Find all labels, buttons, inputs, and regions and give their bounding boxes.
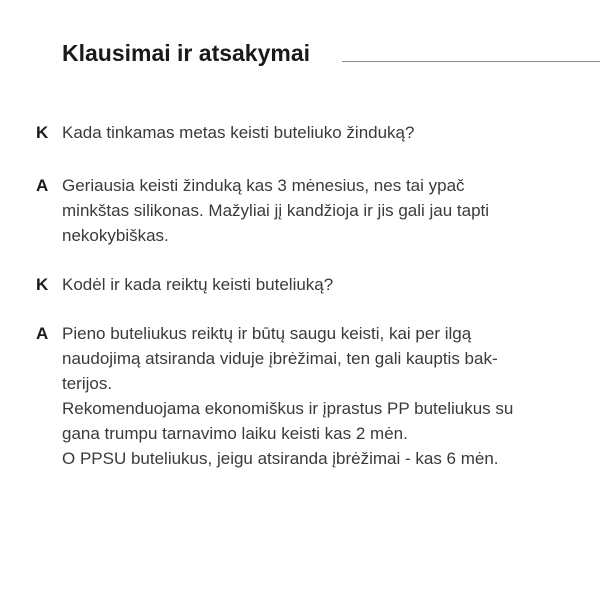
text-line: Geriausia keisti žinduką kas 3 mėnesius, nes tai ypač <box>62 176 465 195</box>
question-marker: K <box>36 275 49 294</box>
title-divider <box>342 61 600 62</box>
page-title: Klausimai ir atsakymai <box>62 40 311 66</box>
text-line: Kodėl ir kada reiktų keisti buteliuką? <box>62 275 334 294</box>
text-line: terijos. <box>62 374 113 393</box>
header <box>62 40 600 80</box>
text-line: Rekomenduojama ekonomiškus ir įprastus PP buteliukus su <box>62 399 514 418</box>
question-marker: K <box>36 123 49 142</box>
answer-text <box>62 321 532 471</box>
answer-marker: A <box>36 324 49 343</box>
question-text <box>62 272 532 297</box>
text-line: minkštas silikonas. Mažyliai jį kandžioja ir jis gali jau tapti <box>62 201 490 220</box>
question-text <box>62 120 532 145</box>
text-line: gana trumpu tarnavimo laiku keisti kas 2 mėn. <box>62 424 408 443</box>
text-line: naudojimą atsiranda viduje įbrėžimai, ten gali kauptis bak- <box>62 349 498 368</box>
answer-marker: A <box>36 176 49 195</box>
text-line: O PPSU buteliukus, jeigu atsiranda įbrėžimai - kas 6 mėn. <box>62 449 499 468</box>
text-line: Pieno buteliukus reiktų ir būtų saugu keisti, kai per ilgą <box>62 324 472 343</box>
text-line: nekokybiškas. <box>62 226 169 245</box>
answer-text <box>62 173 532 248</box>
text-line: Kada tinkamas metas keisti buteliuko žinduką? <box>62 123 415 142</box>
